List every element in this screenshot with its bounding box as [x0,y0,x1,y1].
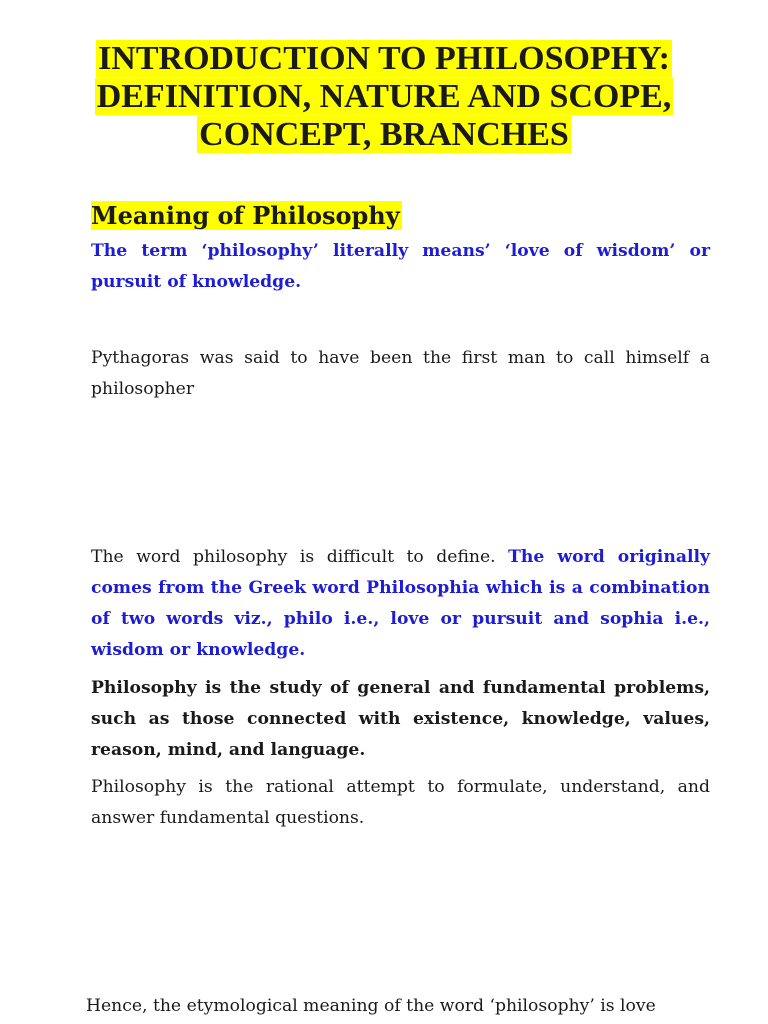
paragraph-literal-meaning: The term ‘philosophy’ literally means’ ‘love of wisdom’ or pursuit of knowledge. [91,241,710,292]
paragraph-rational-attempt: Philosophy is the rational attempt to formulate, understand, and answer fundamental questions. [91,777,710,828]
section-heading-text: Meaning of Philosophy [91,201,400,230]
paragraph-etymology-emphasis: The word originally comes from the Greek word Philosophia which is a combination of two words viz., philo i.e., love or pursuit and sophia i.e., wisdom or knowledge. [91,547,711,660]
title-line-3 [0,116,768,154]
title-line-1-text: INTRODUCTION TO PHILOSOPHY: [98,40,670,77]
title-line-3-text: CONCEPT, BRANCHES [199,116,569,153]
paragraph-etymology [91,542,710,666]
paragraph-etymology-plain: The word philosophy is difficult to define. [91,547,509,567]
paragraph-study-definition: Philosophy is the study of general and fundamental problems, such as those connected with existence, knowledge, values, reason, mind, and language. [91,678,710,760]
title-line-2 [0,78,768,116]
title-line-2-text: DEFINITION, NATURE AND SCOPE, [96,78,672,115]
title-line-1 [0,40,768,78]
paragraph-pythagoras: Pythagoras was said to have been the first man to call himself a philosopher [91,348,710,399]
paragraph-conclusion: Hence, the etymological meaning of the word ‘philosophy’ is love [86,996,656,1016]
section-heading [91,196,402,236]
document-title [0,40,768,154]
